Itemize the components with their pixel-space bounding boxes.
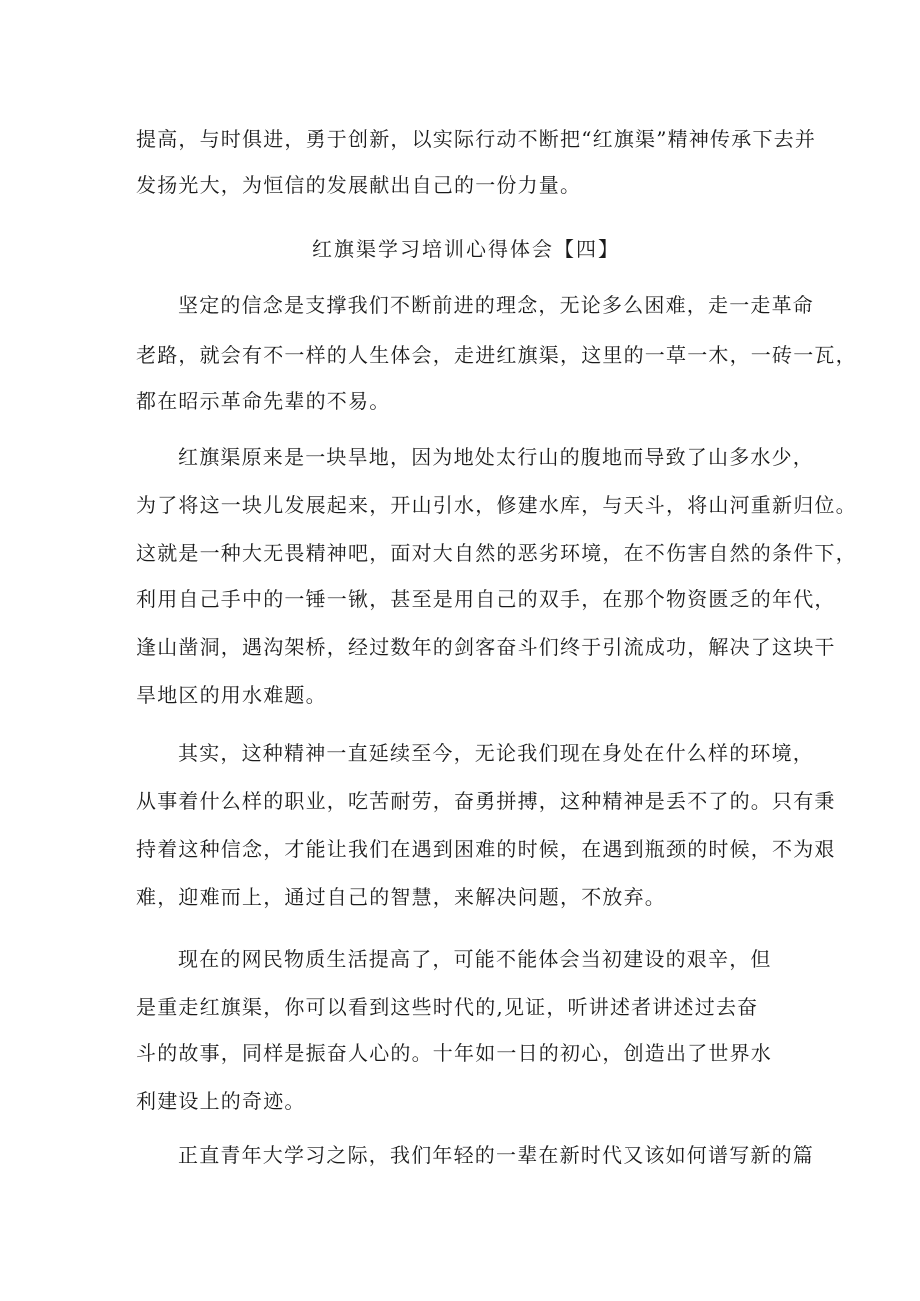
text-line: 其实，这种精神一直延续至今，无论我们现在身处在什么样的环境， [178,741,814,765]
text-line: 为了将这一块儿发展起来，开山引水，修建水库，与天斗，将山河重新归位。 [136,493,857,517]
text-line: 都在昭示革命先辈的不易。 [136,389,391,413]
text-line: 难，迎难而上，通过自己的智慧，来解决问题，不放弃。 [136,885,666,909]
text-line: 斗的故事，同样是振奋人心的。十年如一日的初心，创造出了世界水 [136,1041,772,1065]
text-line: 利建设上的奇迹。 [136,1089,306,1113]
text-line: 老路，就会有不一样的人生体会，走进红旗渠，这里的一草一木，一砖一瓦， [136,343,857,367]
text-line: 正直青年大学习之际，我们年轻的一辈在新时代又该如何谱写新的篇 [178,1143,814,1167]
text-line: 逢山凿洞，遇沟架桥，经过数年的剑客奋斗们终于引流成功，解决了这块干 [136,635,836,659]
text-line: 提高，与时俱进，勇于创新，以实际行动不断把“红旗渠”精神传承下去并 [136,127,817,151]
section-title: 红旗渠学习培训心得体会【四】 [312,237,620,261]
text-line: 现在的网民物质生活提高了，可能不能体会当初建设的艰辛，但 [178,947,772,971]
text-line: 利用自己手中的一锤一锹，甚至是用自己的双手，在那个物资匮乏的年代， [136,587,836,611]
text-line: 坚定的信念是支撑我们不断前进的理念，无论多么困难，走一走革命 [178,293,814,317]
text-line: 从事着什么样的职业，吃苦耐劳，奋勇拼搏，这种精神是丢不了的。只有秉 [136,789,836,813]
text-line: 是重走红旗渠，你可以看到这些时代的,见证，听讲述者讲述过去奋 [136,995,759,1019]
text-line: 旱地区的用水难题。 [136,683,327,707]
text-line: 红旗渠原来是一块旱地，因为地处太行山的腹地而导致了山多水少， [178,445,814,469]
text-line: 持着这种信念，才能让我们在遇到困难的时候，在遇到瓶颈的时候，不为艰 [136,837,836,861]
text-line: 这就是一种大无畏精神吧，面对大自然的恶劣环境，在不伤害自然的条件下， [136,541,857,565]
text-line: 发扬光大，为恒信的发展献出自己的一份力量。 [136,173,582,197]
